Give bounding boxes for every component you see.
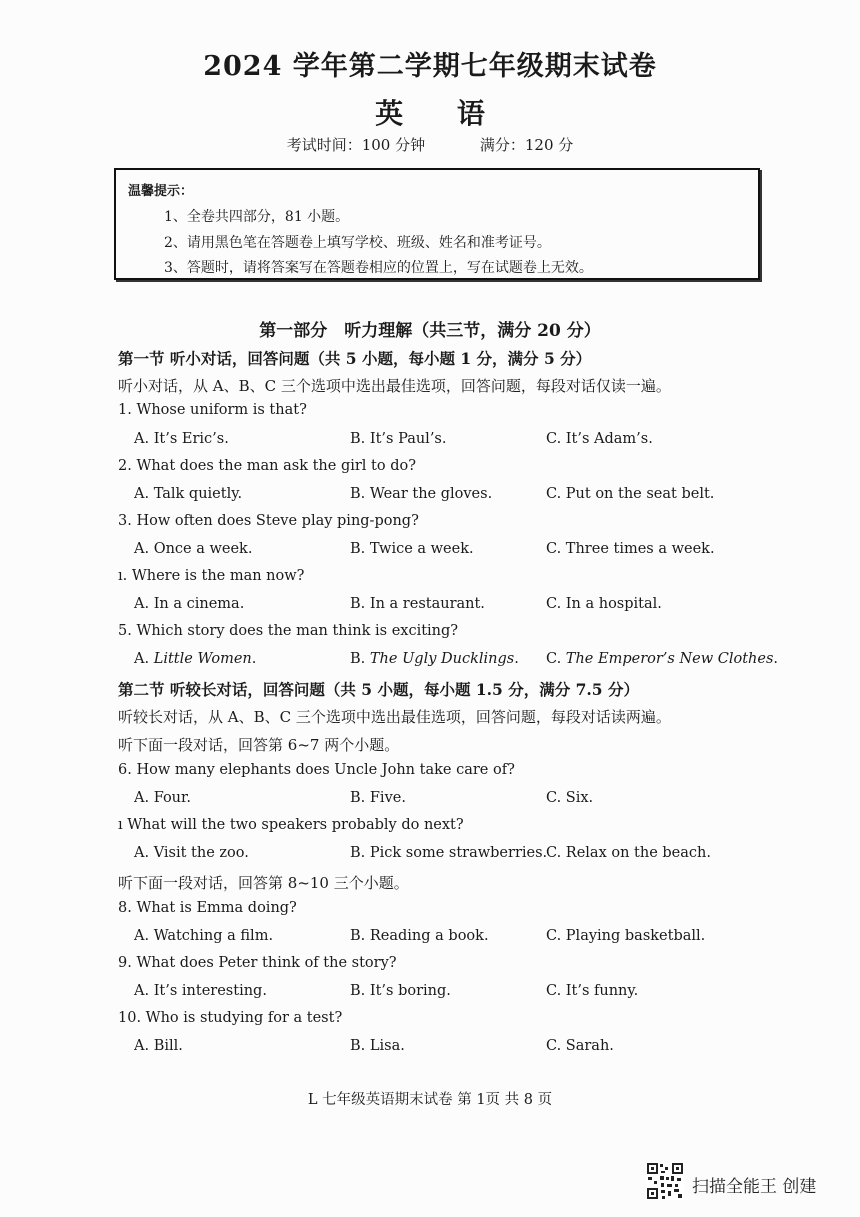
option-a: A. Watching a film.	[134, 928, 274, 944]
notice-title: 温馨提示：	[128, 184, 194, 199]
notice-item: 2、请用黑色笔在答题卷上填写学校、班级、姓名和准考证号。	[164, 235, 551, 251]
question: ı What will the two speakers probably do next?	[118, 817, 464, 833]
question: 9. What does Peter think of the story?	[118, 955, 397, 971]
option-c: C. Six.	[546, 790, 594, 806]
option-b: B. It’s Paul’s.	[350, 431, 447, 447]
notice-item: 1、全卷共四部分，81 小题。	[164, 209, 350, 225]
option-a: A. Once a week.	[134, 541, 253, 557]
question: 3. How often does Steve play ping-pong?	[118, 513, 419, 529]
option-b: B. Wear the gloves.	[350, 486, 493, 502]
option-b: B. It’s boring.	[350, 983, 451, 999]
scanner-watermark-text: 扫描全能王 创建	[692, 1177, 817, 1197]
exam-title: 2024 学年第二学期七年级期末试卷	[203, 51, 657, 82]
section2-subinstruction: 听下面一段对话，回答第 8~10 三个小题。	[118, 874, 409, 892]
question: 10. Who is studying for a test?	[118, 1010, 343, 1026]
option-c: C. Playing basketball.	[546, 928, 706, 944]
question: 2. What does the man ask the girl to do?	[118, 458, 416, 474]
qr-code-icon	[646, 1162, 684, 1200]
option-b: B. Five.	[350, 790, 406, 806]
option-a: A. Four.	[134, 790, 191, 806]
option-c: C. It’s Adam’s.	[546, 431, 653, 447]
section1-instruction: 听小对话，从 A、B、C 三个选项中选出最佳选项，回答问题，每段对话仅读一遍。	[118, 377, 671, 395]
section2-subinstruction: 听下面一段对话，回答第 6~7 两个小题。	[118, 736, 400, 754]
option-a: A. It’s interesting.	[134, 983, 267, 999]
question: 5. Which story does the man think is exciting?	[118, 623, 459, 639]
option-b: B. The Ugly Ducklings.	[350, 651, 519, 667]
notice-box	[114, 168, 760, 280]
question: 8. What is Emma doing?	[118, 900, 297, 916]
option-a: A. Little Women.	[134, 651, 257, 667]
option-a: A. It’s Eric’s.	[134, 431, 229, 447]
question: 1. Whose uniform is that?	[118, 402, 307, 418]
part1-title: 第一部分 听力理解（共三节，满分 20 分）	[259, 321, 601, 341]
option-c: C. Three times a week.	[546, 541, 715, 557]
option-b: B. Reading a book.	[350, 928, 489, 944]
option-b: B. In a restaurant.	[350, 596, 485, 612]
exam-time: 考试时间：100 分钟	[286, 136, 426, 154]
notice-item: 3、答题时，请将答案写在答题卷相应的位置上，写在试题卷上无效。	[164, 260, 593, 276]
option-c: C. It’s funny.	[546, 983, 639, 999]
option-c: C. The Emperor’s New Clothes.	[546, 651, 778, 667]
question: ı. Where is the man now?	[118, 568, 305, 584]
subject-title: 英 语	[375, 97, 507, 130]
option-a: A. Visit the zoo.	[134, 845, 249, 861]
exam-score: 满分：120 分	[479, 136, 574, 154]
exam-meta	[0, 134, 860, 155]
option-a: A. Talk quietly.	[134, 486, 243, 502]
option-a: A. Bill.	[134, 1038, 183, 1054]
option-c: C. Put on the seat belt.	[546, 486, 715, 502]
option-b: B. Lisa.	[350, 1038, 405, 1054]
option-c: C. Sarah.	[546, 1038, 614, 1054]
section2-title: 第二节 听较长对话，回答问题（共 5 小题，每小题 1.5 分，满分 7.5 分）	[118, 680, 639, 699]
option-a: A. In a cinema.	[134, 596, 245, 612]
section1-title: 第一节 听小对话，回答问题（共 5 小题，每小题 1 分，满分 5 分）	[118, 349, 592, 368]
option-b: B. Twice a week.	[350, 541, 474, 557]
section2-instruction: 听较长对话，从 A、B、C 三个选项中选出最佳选项，回答问题，每段对话读两遍。	[118, 708, 671, 726]
option-c: C. In a hospital.	[546, 596, 662, 612]
option-c: C. Relax on the beach.	[546, 845, 711, 861]
question: 6. How many elephants does Uncle John take care of?	[118, 762, 515, 778]
page-footer: L 七年级英语期末试卷 第 1页 共 8 页	[307, 1092, 553, 1108]
option-b: B. Pick some strawberries.	[350, 845, 548, 861]
